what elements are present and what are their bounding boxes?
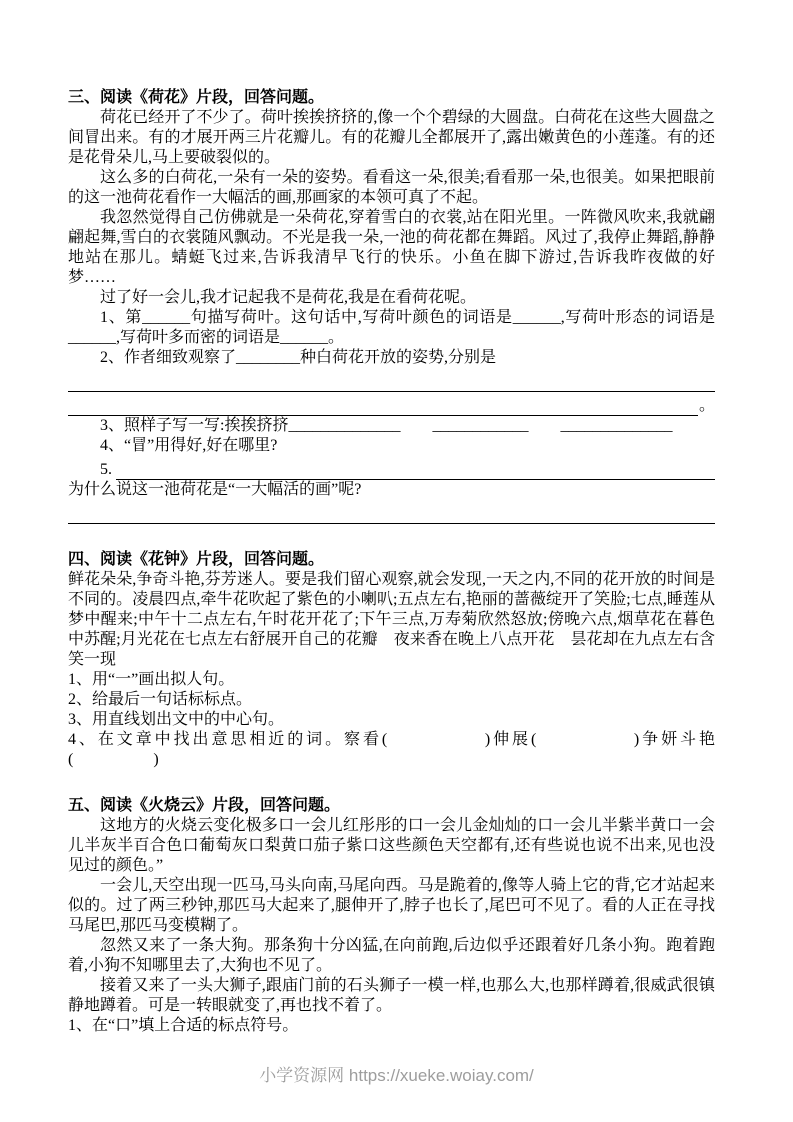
- question: 3、照样子写一写:挨挨挤挤______________ ____________ ______________: [100, 417, 673, 434]
- paragraph: 荷花已经开了不少了。荷叶挨挨挤挤的,像一个个碧绿的大圆盘。白荷花在这些大圆盘之间冒出来。有的才展开两三片花瓣儿。有的花瓣儿全都展开了,露出嫩黄色的小莲蓬。有的还是花骨朵儿,马上要破裂似的。: [68, 109, 715, 166]
- paragraph: 过了好一会儿,我才记起我不是荷花,我是在看荷花呢。: [100, 289, 477, 306]
- footer-source-text: 小学资源网 https://xueke.woiay.com/: [259, 1066, 534, 1085]
- section-1: [68, 88, 715, 524]
- answer-line: [116, 456, 715, 480]
- worksheet-body: [68, 88, 732, 1036]
- question-number: 5.: [100, 461, 112, 478]
- question: 为什么说这一池荷花是“一大幅活的画”呢?: [68, 481, 362, 498]
- paragraph: 这地方的火烧云变化极多口一会儿红彤彤的口一会儿金灿灿的口一会儿半紫半黄口一会儿半灰半百合色口葡萄灰口梨黄口茄子紫口这些颜色天空都有,还有些说也说不出来,见也没见过的颜色。”: [68, 817, 715, 874]
- question: 2、给最后一句话标标点。: [68, 691, 253, 708]
- question: 4、在文章中找出意思相近的词。察看( )伸展( )争妍斗艳 ( ): [68, 731, 732, 768]
- question: 4、“冒”用得好,好在哪里?: [100, 437, 278, 454]
- section-heading: 四、阅读《花钟》片段，回答问题。: [68, 551, 325, 568]
- answer-line-row: [68, 456, 715, 480]
- question: 2、作者细致观察了________种白荷花开放的姿势,分别是: [100, 349, 497, 366]
- question: 3、用直线划出文中的中心句。: [68, 711, 285, 728]
- answer-line: [68, 392, 698, 416]
- section-heading: 五、阅读《火烧云》片段，回答问题。: [68, 797, 341, 814]
- section-2: [68, 550, 732, 770]
- answer-line-suffix: 。: [698, 397, 715, 414]
- answer-line: [68, 368, 715, 392]
- paragraph: 接着又来了一头大狮子,跟庙门前的石头狮子一模一样,也那么大,也那样蹲着,很威武很镇静地蹲着。可是一转眼就变了,再也找不着了。: [68, 977, 715, 1014]
- paragraph: 忽然又来了一条大狗。那条狗十分凶猛,在向前跑,后边似乎还跟着好几条小狗。跑着跑着,小狗不知哪里去了,大狗也不见了。: [68, 937, 715, 974]
- question: 1、在“口”填上合适的标点符号。: [68, 1017, 299, 1034]
- paragraph: 鲜花朵朵,争奇斗艳,芬芳迷人。要是我们留心观察,就会发现,一天之内,不同的花开放的时间是不同的。凌晨四点,牵牛花吹起了紫色的小喇叭;五点左右,艳丽的蔷薇绽开了笑脸;七点,睡莲从梦中醒来;中午十二点左右,午时花开花了;下午三点,万寿菊欣然怒放;傍晚六点,烟草花在暮色中苏醒;月光花在七点左右舒展开自己的花瓣 夜来香在晚上八点开花 昙花却在九点左右含笑一现: [68, 571, 715, 668]
- paragraph: 一会儿,天空出现一匹马,马头向南,马尾向西。马是跪着的,像等人骑上它的背,它才站起来似的。过了两三秒钟,那匹马大起来了,腿伸开了,脖子也长了,尾巴可不见了。看的人正在寻找马尾巴,那匹马变模糊了。: [68, 877, 715, 934]
- answer-line-row: [68, 392, 715, 416]
- question: 1、用“一”画出拟人句。: [68, 671, 235, 688]
- answer-line: [68, 500, 715, 524]
- section-3: [68, 796, 715, 1036]
- question: 1、第______句描写荷叶。这句话中,写荷叶颜色的词语是______,写荷叶形态的词语是______,写荷叶多而密的词语是______。: [68, 309, 715, 346]
- answer-line-row: [68, 500, 715, 524]
- section-heading: 三、阅读《荷花》片段，回答问题。: [68, 89, 325, 106]
- answer-line-row: [68, 368, 715, 392]
- paragraph: 这么多的白荷花,一朵有一朵的姿势。看看这一朵,很美;看看那一朵,也很美。如果把眼前的这一池荷花看作一大幅活的画,那画家的本领可真了不起。: [68, 169, 715, 206]
- paragraph: 我忽然觉得自己仿佛就是一朵荷花,穿着雪白的衣裳,站在阳光里。一阵微风吹来,我就翩翩起舞,雪白的衣裳随风飘动。不光是我一朵,一池的荷花都在舞蹈。风过了,我停止舞蹈,静静地站在那儿。蜻蜓飞过来,告诉我清早飞行的快乐。小鱼在脚下游过,告诉我昨夜做的好梦……: [68, 209, 715, 286]
